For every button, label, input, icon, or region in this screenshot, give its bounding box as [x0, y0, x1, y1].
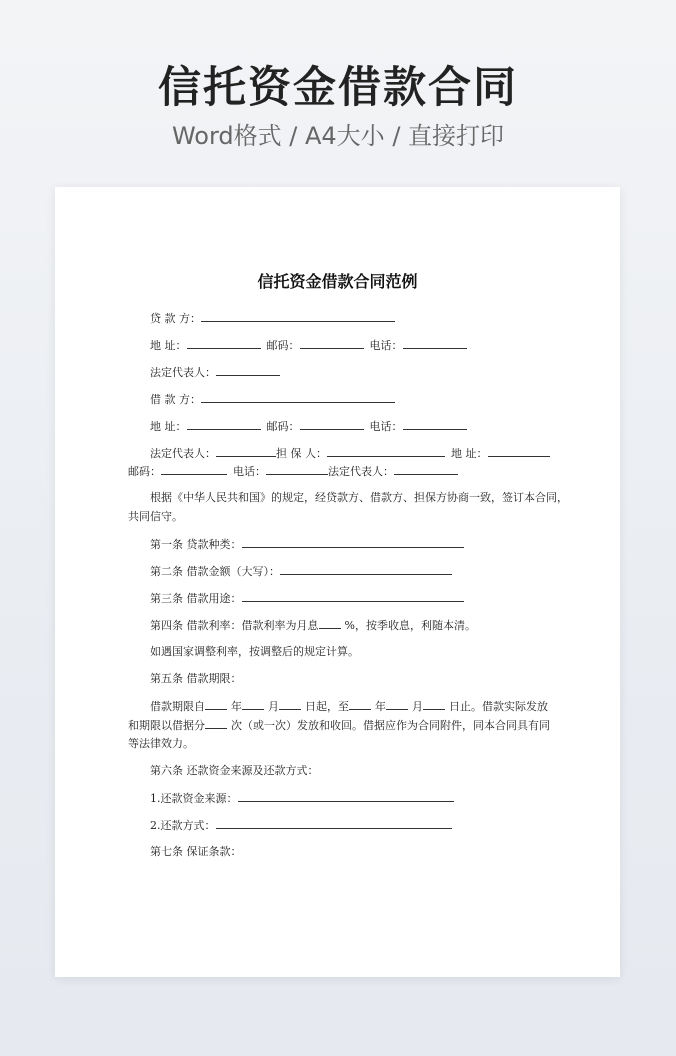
installments-blank	[205, 717, 227, 729]
start-day-blank	[279, 698, 301, 710]
term-installments-text: 次（或一次）发放和收回。借据应作为合同附件，同本合同具有同	[231, 719, 550, 732]
borrower-label: 借 款 方：	[150, 393, 201, 406]
phone-label: 电话：	[369, 420, 403, 433]
address-label: 地 址：	[150, 339, 187, 352]
legal-rep-label: 法定代表人：	[150, 447, 216, 460]
article-4	[150, 617, 476, 634]
guarantor-label: 担 保 人：	[276, 447, 327, 460]
borrower-blank	[201, 391, 395, 403]
end-year-blank	[349, 698, 371, 710]
borrower-address-line	[150, 418, 467, 435]
article-4-suffix: %，按季收息，利随本清。	[344, 619, 476, 632]
intro-line-2: 共同信守。	[128, 510, 183, 523]
article-3-blank	[242, 590, 464, 602]
end-day-blank	[423, 698, 445, 710]
document-title: 信托资金借款合同范例	[257, 272, 418, 291]
lender-blank	[201, 310, 395, 322]
repay-source-line	[150, 790, 454, 807]
postcode-label: 邮码：	[128, 465, 161, 478]
postcode-label: 邮码：	[266, 420, 300, 433]
month-label: 月	[268, 700, 279, 713]
address-blank	[187, 337, 261, 349]
page-subtitle: Word格式 / A4大小 / 直接打印	[171, 122, 505, 150]
article-2-blank	[280, 563, 452, 575]
start-year-blank	[205, 698, 227, 710]
legal-rep-blank	[216, 445, 276, 457]
article-3-label: 第三条 借款用途：	[150, 592, 242, 605]
address-blank	[187, 418, 261, 430]
address-label: 地 址：	[150, 420, 187, 433]
term-start-label: 借款期限自	[150, 700, 205, 713]
guarantor-address-label: 地 址：	[451, 447, 488, 460]
postcode-blank	[161, 463, 227, 475]
term-line-2	[128, 717, 550, 734]
phone-blank	[266, 463, 328, 475]
guarantor-contact-line	[128, 463, 458, 480]
article-2-label: 第二条 借款金额（大写）：	[150, 565, 280, 578]
end-month-blank	[386, 698, 408, 710]
term-from-label: 日起，至	[305, 700, 349, 713]
phone-label: 电话：	[369, 339, 403, 352]
term-line-3: 等法律效力。	[128, 737, 194, 750]
year-label: 年	[231, 700, 242, 713]
month-label: 月	[412, 700, 423, 713]
repay-source-blank	[238, 790, 454, 802]
phone-blank	[403, 418, 467, 430]
article-2	[150, 563, 452, 580]
legal-rep-line	[150, 364, 280, 381]
article-4-label: 第四条 借款利率：借款利率为月息	[150, 619, 319, 632]
guarantor-line	[150, 445, 550, 462]
repay-method-label: 2.还款方式：	[150, 819, 216, 832]
term-installments-label: 和期限以借据分	[128, 719, 205, 732]
guarantor-blank	[327, 445, 445, 457]
postcode-blank	[300, 337, 364, 349]
postcode-label: 邮码：	[266, 339, 300, 352]
legal-rep-blank	[216, 364, 280, 376]
lender-address-line	[150, 337, 467, 354]
article-3	[150, 590, 464, 607]
intro-line-1: 根据《中华人民共和国》的规定，经贷款方、借款方、担保方协商一致，签订本合同，	[150, 491, 568, 504]
term-to-label: 日止。借款实际发放	[449, 700, 548, 713]
start-month-blank	[242, 698, 264, 710]
page-title: 信托资金借款合同	[158, 63, 518, 113]
legal-rep-blank	[394, 463, 458, 475]
postcode-blank	[300, 418, 364, 430]
phone-blank	[403, 337, 467, 349]
article-5: 第五条 借款期限：	[150, 672, 242, 685]
lender-line	[150, 310, 395, 327]
repay-method-blank	[216, 817, 452, 829]
phone-label: 电话：	[233, 465, 266, 478]
legal-rep-label: 法定代表人：	[328, 465, 394, 478]
term-line-1	[150, 698, 548, 715]
guarantor-address-blank	[488, 445, 550, 457]
repay-source-label: 1.还款资金来源：	[150, 792, 238, 805]
article-1-label: 第一条 贷款种类：	[150, 538, 242, 551]
rate-adjust-line: 如遇国家调整利率，按调整后的规定计算。	[150, 645, 359, 658]
article-1	[150, 536, 464, 553]
header	[0, 58, 676, 152]
lender-label: 贷 款 方：	[150, 312, 201, 325]
interest-rate-blank	[319, 617, 341, 629]
article-1-blank	[242, 536, 464, 548]
article-7: 第七条 保证条款：	[150, 845, 242, 858]
document-page	[55, 187, 620, 977]
article-6: 第六条 还款资金来源及还款方式：	[150, 764, 319, 777]
borrower-line	[150, 391, 395, 408]
year-label: 年	[375, 700, 386, 713]
legal-rep-label: 法定代表人：	[150, 366, 216, 379]
repay-method-line	[150, 817, 452, 834]
